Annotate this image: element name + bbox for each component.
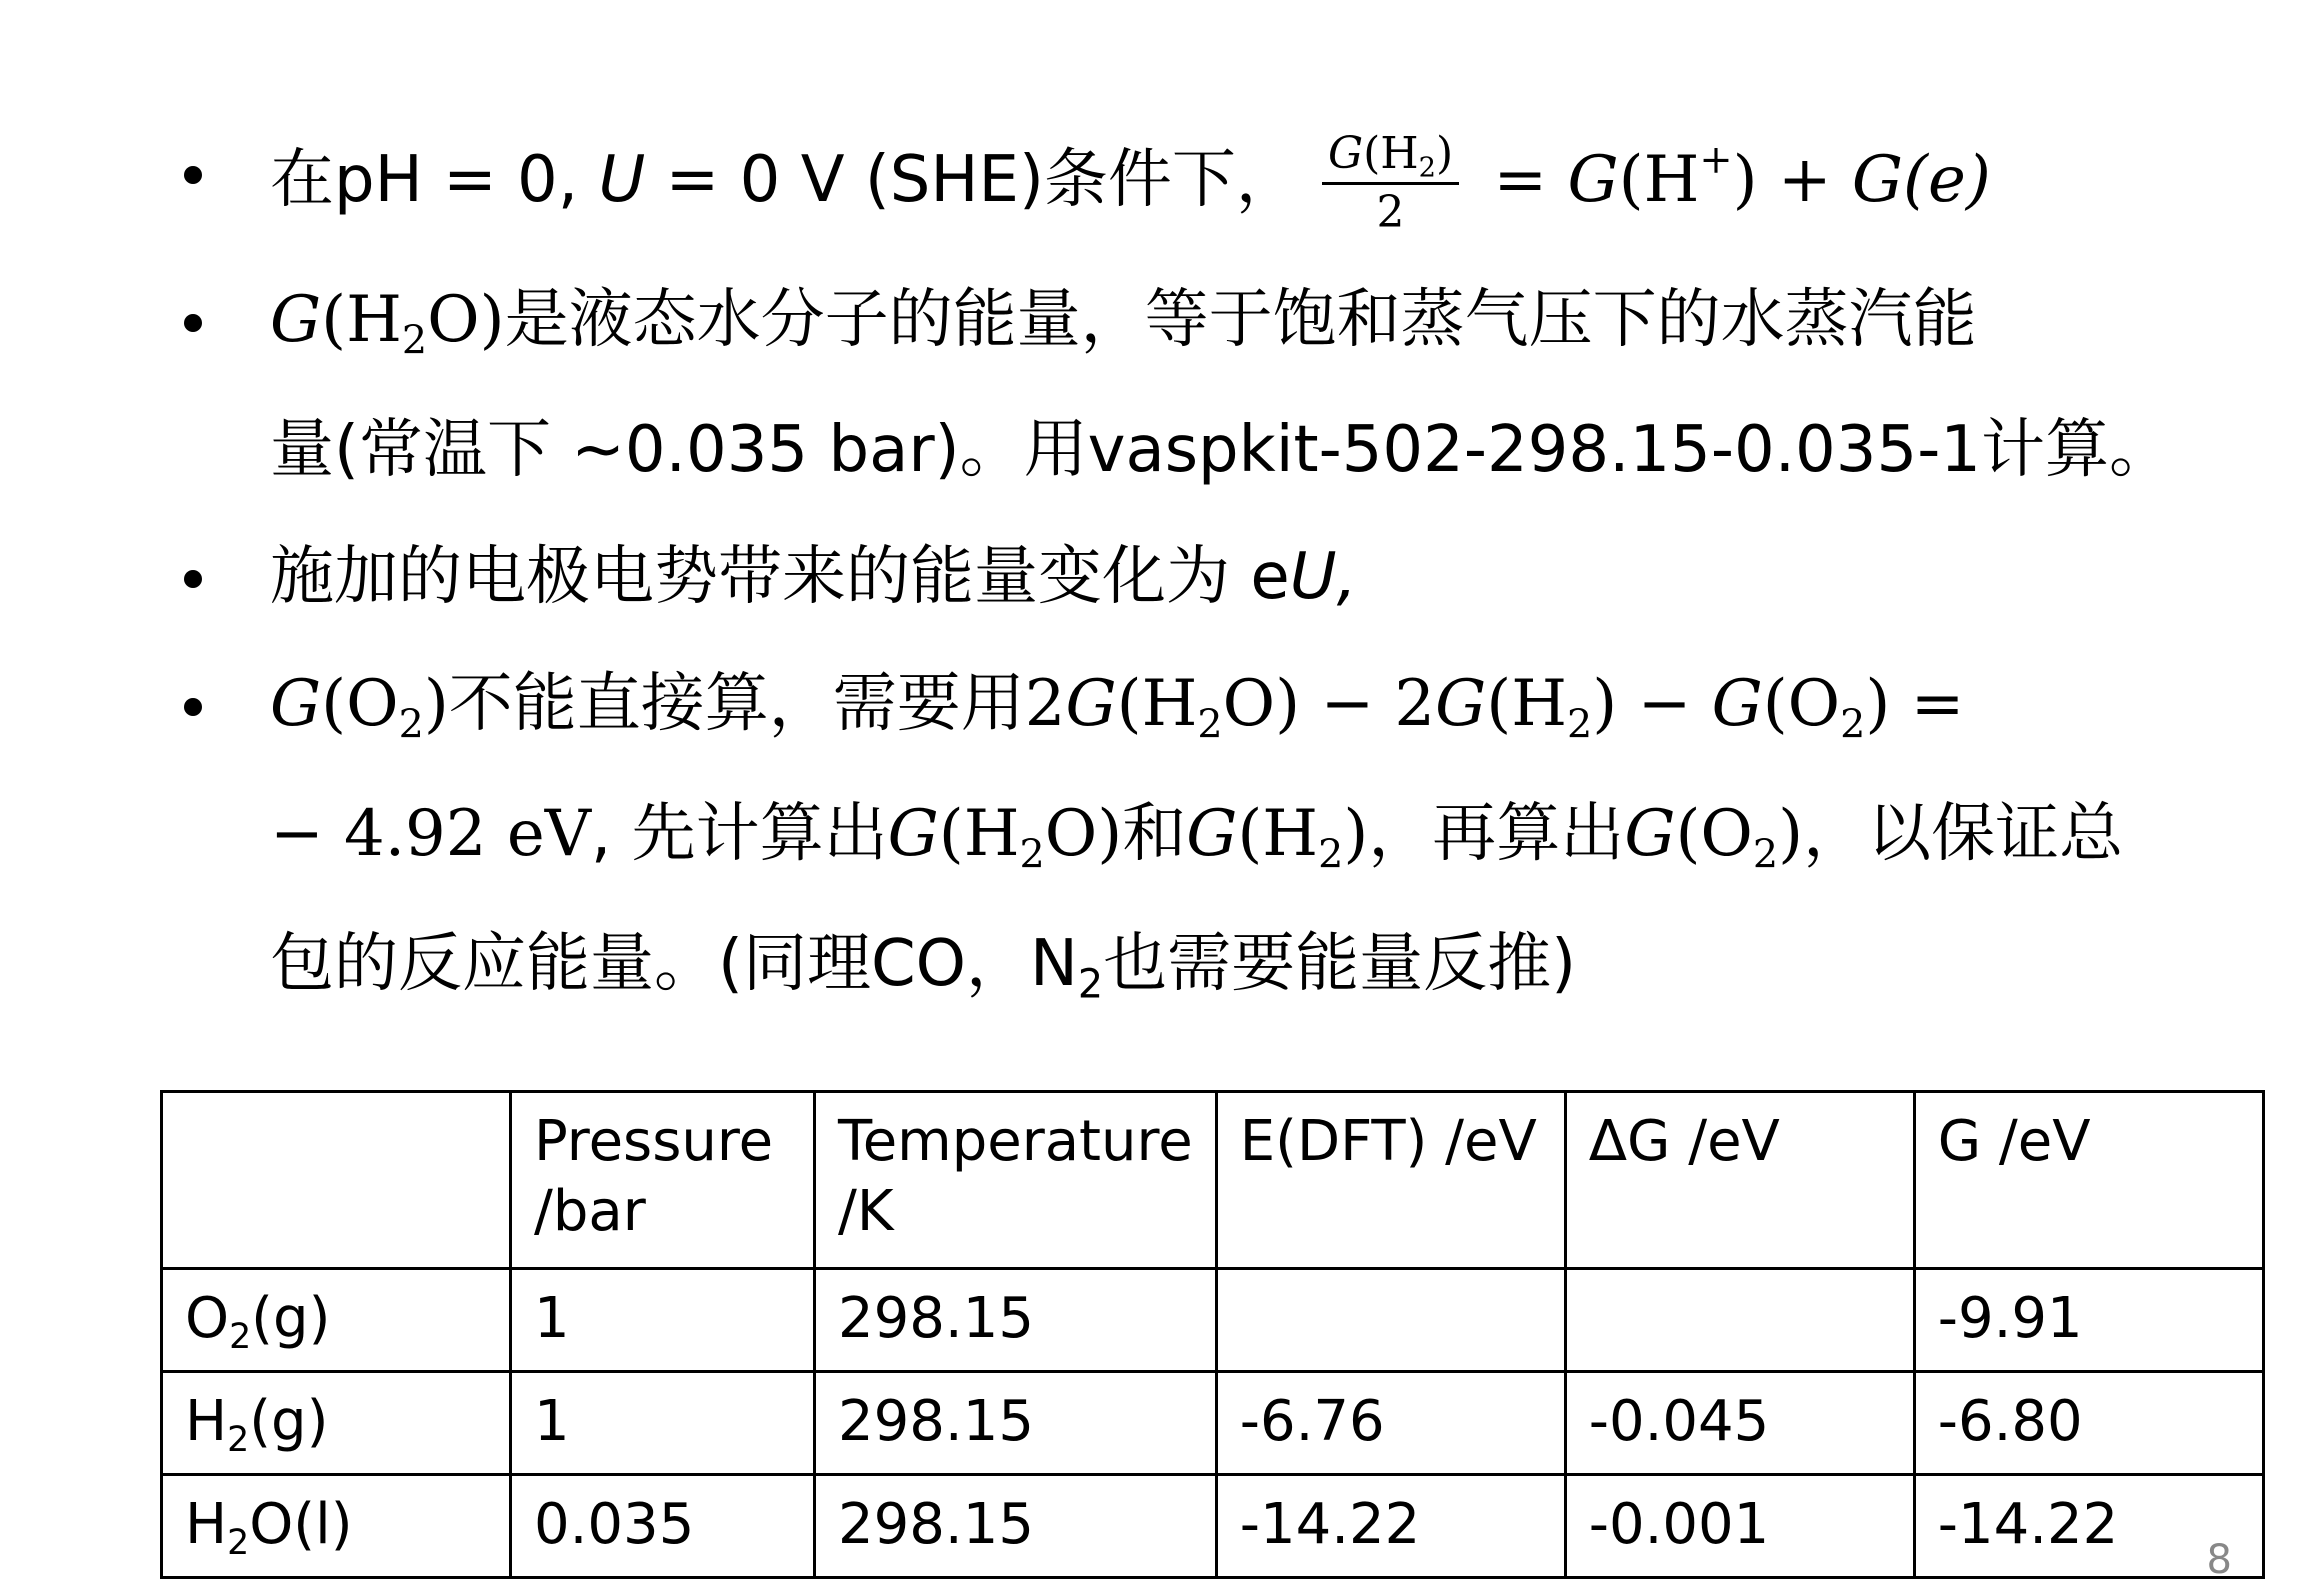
h2-half-fraction [1322,128,1459,238]
table-header-temperature: Temperature /K [815,1092,1217,1269]
g-cell: -6.80 [1914,1372,2263,1475]
g-cell: -14.22 [1914,1475,2263,1578]
temperature-cell: 298.15 [815,1372,1217,1475]
bullet-4-text: 不能直接算，需要用 [448,667,1025,741]
bullet-4-text-4: ，以保证总 [1803,797,2124,871]
fraction-numerator: $G(H_2)$ [1322,132,1459,185]
pressure-cell: 1 [511,1269,815,1372]
pressure-cell: 1 [511,1372,815,1475]
conjunction: 和 [1122,797,1187,871]
species-cell: $H_2(g)$ [162,1372,511,1475]
bullet-1-text: 在pH = 0, [270,143,599,218]
reaction-energy-value: − 4.92 eV [270,797,591,871]
delta-g-cell [1565,1269,1914,1372]
subscript: 2 [1077,961,1104,1008]
table-header-g: G /eV [1914,1092,2263,1269]
species-cell: $H_2O(l)$ [162,1475,511,1578]
bullet-4-line-1 [270,667,1965,748]
bullet-4-line-2 [270,797,2124,878]
table-header-edft: E(DFT) /eV [1216,1092,1565,1269]
thermo-table [160,1090,2265,1579]
bullet-3-text: 施加的电极电势带来的能量变化为 e [270,540,1290,614]
delta-g-cell: -0.001 [1565,1475,1914,1578]
bullet-2-line-1 [270,283,1977,364]
g-h2o-symbol: $G(H_2O)$ [270,283,505,364]
table-row [162,1372,2264,1475]
bullet-4-text-3: ，再算出 [1368,797,1625,871]
temperature-cell: 298.15 [815,1269,1217,1372]
edft-cell: -14.22 [1216,1475,1565,1578]
potential-symbol: U [1289,540,1337,614]
bullet-2-text: 是液态水分子的能量，等于饱和蒸气压下的水蒸汽能 [504,283,1977,357]
bullet-3-line: 施加的电极电势带来的能量变化为 eU, [270,540,1357,614]
table-header-row [162,1092,2264,1269]
bullet-1-line [270,128,1991,238]
reaction-equation: $2G(H_2O) - 2G(H_2) - G(O_2)$ = [1024,667,1965,748]
pressure-cell: 0.035 [511,1475,815,1578]
bullet-marker-4 [184,698,202,716]
g-o2-symbol: $G(O_2)$ [270,667,449,748]
equation-rhs: = G(H+) + G(e) [1473,137,1991,218]
species-cell: $O_2(g)$ [162,1269,511,1372]
temperature-cell: 298.15 [815,1475,1217,1578]
g-cell: -9.91 [1914,1269,2263,1372]
delta-g-cell: -0.045 [1565,1372,1914,1475]
bullet-marker-3 [184,570,202,588]
bullet-1-condition: = 0 V (SHE)条件下， [645,143,1300,218]
bullet-4-text-5: 包的反应能量。(同理CO，N [270,927,1078,1001]
g-h2o-symbol: $G(H_2O)$ [887,797,1123,878]
g-o2-symbol: $G(O_2)$ [1624,797,1804,878]
table-header-species [162,1092,511,1269]
page-number: 8 [2206,1537,2232,1583]
fraction-denominator: 2 [1376,187,1405,238]
bullet-marker-2 [184,314,202,332]
bullet-2-line-2: 量(常温下 ~0.035 bar)。用vaspkit-502-298.15-0.035-1计算。 [270,413,2174,487]
bullet-4-text-6: 也需要能量反推) [1103,927,1577,1001]
potential-symbol: U [598,143,646,218]
edft-cell: -6.76 [1216,1372,1565,1475]
edft-cell [1216,1269,1565,1372]
table-header-delta-g: ΔG /eV [1565,1092,1914,1269]
bullet-marker-1 [184,166,202,184]
table-header-pressure: Pressure /bar [511,1092,815,1269]
g-h2-symbol: $G(H_2)$ [1186,797,1369,878]
bullet-4-text-2: , 先计算出 [590,797,888,871]
table-row [162,1475,2264,1578]
table-row [162,1269,2264,1372]
bullet-4-line-3 [270,927,1577,1008]
